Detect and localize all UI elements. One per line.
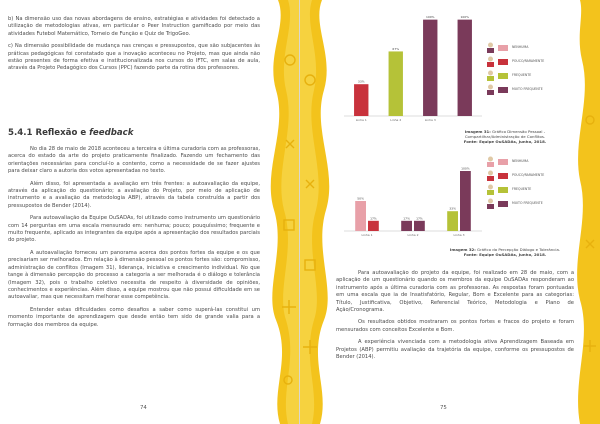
tick-label: Linha 1 (355, 118, 367, 122)
chart-bar (354, 84, 368, 116)
legend-swatch (498, 173, 508, 179)
data-label: 17% (403, 216, 410, 221)
chart-bar (355, 201, 366, 231)
paragraph: Entender estas dificuldades como desafios a saber como superá-las constitui um momento importante de aprendizagem que desde então tem sido de grande valia para a formação dos membros da equipe. (8, 306, 260, 328)
legend-label: MUITO FREQUENTE (512, 87, 543, 91)
chart-bar (389, 51, 403, 116)
legend-label: POUCO/RARAMENTE (512, 173, 545, 177)
chart-bar (458, 20, 472, 116)
paragraph: No dia 28 de maio de 2018 aconteceu a terceira e última curadoria com as professoras, acerca do estado da arte do projeto praticamente finalizado. Fazendo um fechamento das orientações necessárias para concluí-lo a contento, como a necessidade de se fazer ajustes para deixar claro a autoria dos votos apresentadas no texto. (8, 146, 260, 175)
avatar-icon (486, 170, 495, 181)
legend-swatch (498, 59, 508, 65)
avatar-icon (486, 156, 495, 167)
legend-label: MUITO FREQUENTE (512, 201, 543, 205)
data-label: 100% (425, 15, 435, 20)
data-label: 67% (392, 46, 400, 51)
tick-label: Linha 2 (407, 233, 419, 237)
data-label: 100% (461, 166, 470, 171)
paragraph-c: c) Na dimensão possibilidade de mudança nas crenças e pressupostos, que são subjacentes às práticas pedagógicas foi constatado que a inovação aconteceu no Projeto, mas que ainda não estão presentes de forma efetiva e institucionalizada nos cursos do IFTC, em salas de aula, através da Projeto Pedagógico dos Cursos (PPC) fazendo parte da rotina dos professores. (8, 43, 260, 72)
caption-source: Fonte: Equipe OuSADAs, Junho, 2018. (463, 139, 547, 144)
legend-label: FREQUENTE (512, 187, 532, 191)
legend-swatch (498, 201, 508, 207)
data-label: 50% (357, 196, 364, 201)
body-text-main (8, 146, 260, 334)
legend-swatch (498, 159, 508, 165)
legend-item (486, 158, 546, 168)
caption-label: Imagem 31: (464, 129, 491, 134)
page-number-right: 75 (440, 405, 447, 411)
legend-item (486, 86, 546, 96)
caption-label: Imagem 32: (449, 247, 476, 252)
right-page (300, 0, 600, 424)
chart-percepcao-dialogo (336, 145, 486, 245)
legend-label: NENHUMA (512, 45, 529, 49)
avatar-icon (486, 198, 495, 209)
paragraph-b: b) Na dimensão uso das novas abordagens de ensino, estratégias e atividades foi detectado a utilização de metodologias ativas, em particular o Peer Instruction gamificado por meio das atividades Futebol Matemático, Torneio de Função e Quiz de TrigoGeo. (8, 16, 260, 37)
paragraph: A autoavaliação forneceu um panorama acerca dos pontos fortes da equipe e os que precisariam ser melhorados. Em relação à dimensão pessoal os pontos fortes são: compromisso, administração de conflitos (Imagem 31), liderança, iniciativa e crescimento individual. No que tange à dimensão percepção do processo a categoria a ser melhorada é o diálogo e tolerância (Imagem 32), pois o trabalho coletivo necessita de respeito à diversidade de opiniões, conhecimentos e experiências. Além disso, a equipe mostrou que não possui dificuldade em se autoavaliar, mas que necessitam melhorar esse competência. (8, 249, 260, 301)
legend-swatch (498, 73, 508, 79)
avatar-icon (486, 184, 495, 195)
chart-bar (401, 221, 412, 231)
chart-bar (460, 171, 471, 231)
section-heading (8, 128, 133, 138)
tick-label: Linha 3 (424, 118, 436, 122)
data-label: 17% (416, 216, 423, 221)
legend-item (486, 72, 546, 82)
body-text-top (8, 16, 260, 78)
paragraph: Além disso, foi apresentada a avaliação em três frentes: a autoavaliação da equipe, através da aplicação do questionário; a avaliação do Projeto, por meio de aplicação de instrumento e a avaliação da metodologia ABP), através da tabela construída a partir dos pressupostos de Bender (2014). (8, 180, 260, 209)
legend-swatch (498, 87, 508, 93)
paragraph: A experiência vivenciada com a metodologia ativa Aprendizagem Baseada em Projetos (ABP) permitiu avaliação da trajetória da equipe, conforme os pressupostos de Bender (2014). (336, 339, 574, 361)
tick-label: Linha 3 (453, 233, 465, 237)
data-label: 33% (449, 206, 456, 211)
heading-italic: feedback (89, 128, 134, 138)
chart-bar (368, 221, 379, 231)
chart-bar (414, 221, 425, 231)
legend-swatch (498, 45, 508, 51)
body-text-right (336, 270, 574, 366)
legend-item (486, 58, 546, 68)
page-number-left: 74 (140, 405, 147, 411)
paragraph: Para autoavaliação da Equipe OuSADAs, foi utilizado como instrumento um questionário com 14 perguntas em uma escala mensurado em: nenhuma; pouco; pouquíssimo; frequente e muito frequente, aplicado as integrantes da equipe após a apresentação dos resultados parciais do projeto. (8, 215, 260, 244)
decorative-border-right-outer (570, 0, 600, 424)
chart-bar (423, 20, 437, 116)
avatar-icon (486, 56, 495, 67)
avatar-icon (486, 70, 495, 81)
data-label: 33% (357, 79, 365, 84)
legend-chart1 (486, 44, 566, 114)
caption-source: Fonte: Equipe OuSADAs, Junho, 2018. (463, 252, 547, 257)
legend-item (486, 172, 546, 182)
chart-dimensao-pessoal (336, 4, 486, 122)
caption-text: Gráfico Dimensão Pessoal - Compartilhar/Administração de Conflitos. (464, 129, 546, 139)
tick-label: Linha 1 (361, 233, 373, 237)
avatar-icon (486, 42, 495, 53)
paragraph: Para autoavaliação do projeto da equipe, foi realizado em 28 de maio, com a aplicação de um questionário quando os membros da equipe OuSADAs responderam ao instrumento após a última curadoria com as professoras. As respostas foram pontuadas em uma escala que ia de Insatisfatório, Regular, Bom e Excelente para as categorias: Título, Justificativa, Objetivo, Referencial Teórico, Metodologia e Plano de Ação/Cronograma. (336, 270, 574, 314)
paragraph: Os resultados obtidos mostraram os pontos fortes e fracos do projeto e foram mensurados com conceitos Excelente e Bom. (336, 319, 574, 333)
data-label: 100% (460, 15, 470, 20)
caption-text: Gráfico da Percepção Diálogo e Tolerância. (475, 247, 561, 252)
heading-text: 5.4.1 Reflexão e (8, 128, 90, 138)
legend-item (486, 186, 546, 196)
legend-swatch (498, 187, 508, 193)
caption-imagem-31 (440, 129, 570, 144)
legend-label: NENHUMA (512, 159, 529, 163)
legend-label: FREQUENTE (512, 73, 532, 77)
legend-label: POUCO/RARAMENTE (512, 59, 545, 63)
tick-label: Linha 2 (390, 118, 402, 122)
avatar-icon (486, 84, 495, 95)
decorative-border-right-inner (300, 0, 338, 424)
caption-imagem-32 (440, 247, 570, 257)
legend-item (486, 200, 546, 210)
data-label: 17% (370, 216, 377, 221)
decorative-border-left (262, 0, 300, 424)
legend-chart2 (486, 158, 566, 228)
legend-item (486, 44, 546, 54)
chart-bar (447, 211, 458, 231)
